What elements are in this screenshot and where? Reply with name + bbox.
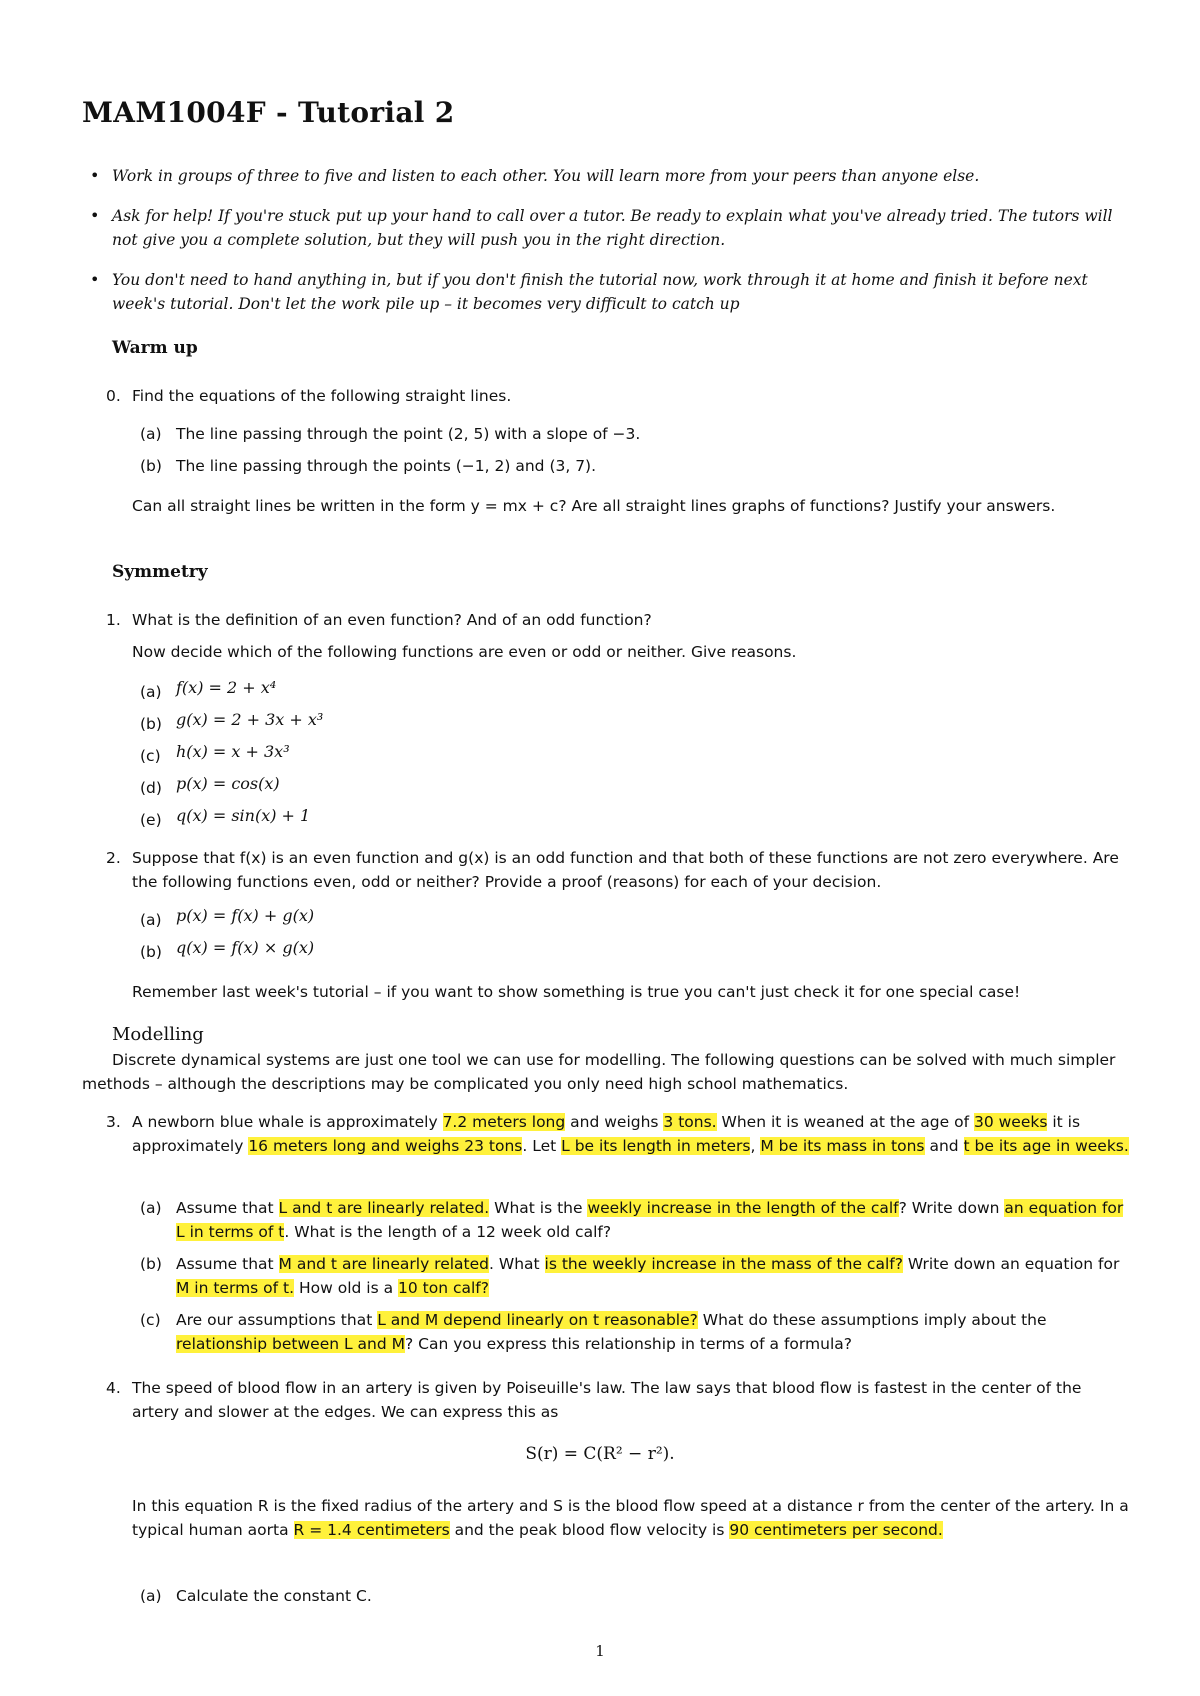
function-expression: g(x) = 2 + 3x + x³ [176,710,324,729]
instruction-item: • Work in groups of three to five and listen to each other. You will learn more from your peers than anyone else. [112,164,1132,188]
instruction-item: • Ask for help! If you're stuck put up your hand to call over a tutor. Be ready to explain what you've already tried. The tutors will not give you a complete solution, but they will push you in the right direction. [112,204,1132,252]
subitem-label: (c) [140,747,161,765]
highlight: relationship between L and M [176,1335,406,1353]
highlight: 16 meters long and weighs 23 tons [248,1137,523,1155]
highlight: 90 centimeters per second. [729,1521,943,1539]
subitem-label: (b) [140,1255,162,1273]
question-4-paragraph: In this equation R is the fixed radius of the artery and S is the blood flow speed at a distance r from the center of the artery. In a typical human aorta R = 1.4 centimeters and the peak blood flow velocity is 90 centimeters per second. [132,1497,1129,1539]
subitem-label: (a) [140,911,162,929]
question-1-text: What is the definition of an even function? And of an odd function? [132,611,652,629]
highlight: L and M depend linearly on t reasonable? [377,1311,698,1329]
page-title: MAM1004F - Tutorial 2 [82,96,455,129]
question-3b-text: Assume that M and t are linearly related. What is the weekly increase in the mass of the calf? Write down an equation for M in terms of t. How old is a 10 ton calf? [176,1255,1120,1297]
section-heading-modelling: Modelling [112,1024,204,1045]
function-expression: h(x) = x + 3x³ [176,742,290,761]
instruction-item: • You don't need to hand anything in, but if you don't finish the tutorial now, work through it at home and finish it before next week's tutorial. Don't let the work pile up – it becomes very difficult to catch up [112,268,1132,316]
highlight: M be its mass in tons [760,1137,925,1155]
q0-a-text: The line passing through the point (2, 5) with a slope of −3. [176,425,641,443]
question-4-text: The speed of blood flow in an artery is given by Poiseuille's law. The law says that blood flow is fastest in the center of the artery and slower at the edges. We can express this as [132,1379,1082,1421]
question-3a-text: Assume that L and t are linearly related. What is the weekly increase in the length of the calf? Write down an equation for L in terms of t. What is the length of a 12 week old calf? [176,1199,1124,1241]
highlight: weekly increase in the length of the calf [587,1199,899,1217]
function-expression: q(x) = sin(x) + 1 [176,806,311,825]
question-3-text: A newborn blue whale is approximately 7.2 meters long and weighs 3 tons. When it is weaned at the age of 30 weeks it is approximately 16 meters long and weighs 23 tons. Let L be its length in meters, M be its mass in tons and t be its age in weeks. [132,1113,1129,1155]
question-0-text: Find the equations of the following straight lines. [132,387,512,405]
highlight: 10 ton calf? [398,1279,489,1297]
highlight: is the weekly increase in the mass of the calf? [544,1255,903,1273]
subitem-label: (a) [140,1199,162,1217]
question-1-subtext: Now decide which of the following functions are even or odd or neither. Give reasons. [132,643,797,661]
subitem-label: (d) [140,779,162,797]
highlight: L be its length in meters [561,1137,751,1155]
function-expression: f(x) = 2 + x⁴ [176,678,277,697]
function-expression: p(x) = f(x) + g(x) [176,906,315,925]
reminder-text: Remember last week's tutorial – if you want to show something is true you can't just check it for one special case! [132,983,1021,1001]
highlight: 3 tons. [663,1113,717,1131]
highlight: M in terms of t. [176,1279,295,1297]
subitem-label: (b) [140,457,162,475]
subitem-label: (b) [140,715,162,733]
question-2-text: Suppose that f(x) is an even function and g(x) is an odd function and that both of these functions are not zero everywhere. Are the following functions even, odd or neither? Provide a proof (reasons) for each of your decision. [132,849,1119,891]
function-expression: p(x) = cos(x) [176,774,280,793]
subitem-label: (a) [140,1587,162,1605]
function-expression: q(x) = f(x) × g(x) [176,938,315,957]
question-number: 0. [106,387,121,405]
poiseuille-equation: S(r) = C(R² − r²). [525,1444,675,1464]
question-3c-text: Are our assumptions that L and M depend linearly on t reasonable? What do these assumptions imply about the relationship between L and M? Can you express this relationship in terms of a formula? [176,1311,1047,1353]
section-heading-warmup: Warm up [112,338,198,358]
question-4a-text: Calculate the constant C. [176,1587,372,1605]
highlight: an equation for L in terms of t [176,1199,1124,1241]
subitem-label: (a) [140,425,162,443]
highlight: 30 weeks [973,1113,1048,1131]
question-number: 4. [106,1379,121,1397]
q0-b-text: The line passing through the points (−1, 2) and (3, 7). [176,457,597,475]
subitem-label: (e) [140,811,162,829]
question-number: 3. [106,1113,121,1131]
subitem-label: (a) [140,683,162,701]
highlight: t be its age in weeks. [963,1137,1129,1155]
subitem-label: (b) [140,943,162,961]
highlight: R = 1.4 centimeters [293,1521,450,1539]
section-heading-symmetry: Symmetry [112,562,208,582]
highlight: M and t are linearly related [278,1255,490,1273]
question-number: 2. [106,849,121,867]
highlight: 7.2 meters long [442,1113,566,1131]
subitem-label: (c) [140,1311,161,1329]
q0-followup: Can all straight lines be written in the form y = mx + c? Are all straight lines graphs of functions? Justify your answers. [132,497,1056,515]
question-number: 1. [106,611,121,629]
highlight: L and t are linearly related. [278,1199,490,1217]
modelling-intro: Discrete dynamical systems are just one tool we can use for modelling. The following questions can be solved with much simpler methods – although the descriptions may be complicated you only need high school mathematics. [82,1051,1116,1093]
page-number: 1 [595,1642,605,1660]
instructions-list [112,164,1132,332]
